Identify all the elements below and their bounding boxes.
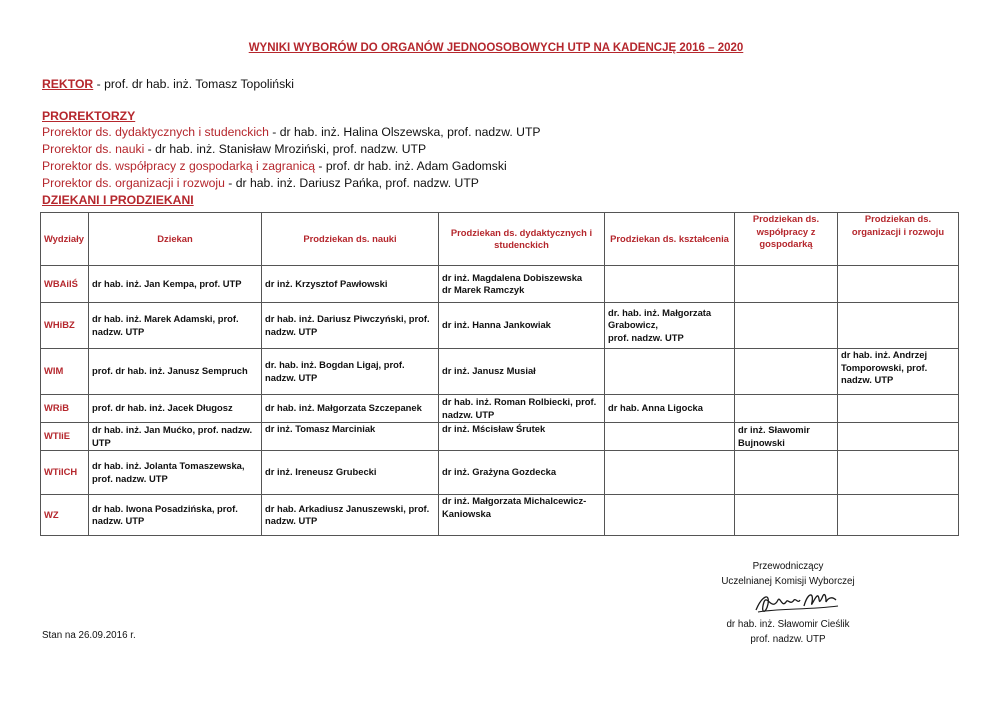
cell-wspolpraca: [735, 349, 838, 395]
cell-wydzial: WBAiIŚ: [41, 266, 89, 303]
signature-title: prof. nadzw. UTP: [750, 633, 826, 645]
table-header-row: [41, 213, 959, 266]
cell-dydaktyczne: dr inż. Grażyna Gozdecka: [439, 451, 605, 495]
cell-organizacja: dr hab. inż. Andrzej Tomporowski, prof. nadzw. UTP: [838, 349, 959, 395]
cell-ksztalcenie: [605, 349, 735, 395]
cell-ksztalcenie: [605, 495, 735, 536]
table-row: [41, 266, 959, 303]
cell-nauki: dr hab. inż. Małgorzata Szczepanek: [262, 395, 439, 423]
document-title: WYNIKI WYBORÓW DO ORGANÓW JEDNOOSOBOWYCH UTP NA KADENCJĘ 2016 – 2020: [248, 42, 744, 54]
cell-wydzial: WZ: [41, 495, 89, 536]
cell-organizacja: [838, 303, 959, 349]
cell-wydzial: WIM: [41, 349, 89, 395]
cell-dydaktyczne: dr inż. Małgorzata Michalcewicz-Kaniowska: [439, 495, 605, 536]
table-row: [41, 495, 959, 536]
header-nauki: Prodziekan ds. nauki: [262, 213, 439, 266]
prorektor-role: Prorektor ds. współpracy z gospodarką i zagranicą: [42, 159, 315, 173]
table-row: [41, 451, 959, 495]
prorektor-role: Prorektor ds. nauki: [42, 142, 145, 156]
cell-organizacja: [838, 495, 959, 536]
cell-dydaktyczne: dr inż. Mścisław Śrutek: [439, 423, 605, 451]
rektor-line: [42, 77, 294, 91]
cell-dziekan: prof. dr hab. inż. Jacek Długosz: [89, 395, 262, 423]
cell-wspolpraca: [735, 303, 838, 349]
prorektor-role: Prorektor ds. dydaktycznych i studenckich: [42, 125, 269, 139]
cell-dziekan: dr hab. inż. Marek Adamski, prof. nadzw. UTP: [89, 303, 262, 349]
prorektor-role: Prorektor ds. organizacji i rozwoju: [42, 176, 225, 190]
dziekani-heading: DZIEKANI I PRODZIEKANI: [42, 193, 194, 207]
cell-wspolpraca: [735, 395, 838, 423]
rektor-label: REKTOR: [42, 77, 94, 91]
cell-nauki: dr hab. inż. Dariusz Piwczyński, prof. nadzw. UTP: [262, 303, 439, 349]
cell-organizacja: [838, 266, 959, 303]
prorektor-person: - dr hab. inż. Halina Olszewska, prof. nadzw. UTP: [268, 125, 541, 139]
table-row: [41, 423, 959, 451]
cell-wydzial: WHiBZ: [41, 303, 89, 349]
header-wydzialy: Wydziały: [41, 213, 89, 266]
cell-nauki: dr inż. Ireneusz Grubecki: [262, 451, 439, 495]
status-date: Stan na 26.09.2016 r.: [42, 630, 136, 641]
cell-wydzial: WTiICH: [41, 451, 89, 495]
header-ksztalcenie: Prodziekan ds. kształcenia: [605, 213, 735, 266]
header-wspolpraca: Prodziekan ds. współpracy z gospodarką: [735, 213, 838, 266]
cell-dziekan: dr hab. inż. Jan Kempa, prof. UTP: [89, 266, 262, 303]
rektor-text: - prof. dr hab. inż. Tomasz Topoliński: [93, 77, 294, 91]
cell-ksztalcenie: [605, 451, 735, 495]
prorektor-person: - dr hab. inż. Dariusz Pańka, prof. nadzw. UTP: [224, 176, 479, 190]
cell-dziekan: dr hab. Iwona Posadzińska, prof. nadzw. UTP: [89, 495, 262, 536]
signature-role-1: Przewodniczący: [752, 561, 824, 572]
cell-organizacja: [838, 451, 959, 495]
table-row: [41, 303, 959, 349]
cell-organizacja: [838, 395, 959, 423]
prorektor-person: - dr hab. inż. Stanisław Mroziński, prof. nadzw. UTP: [144, 142, 427, 156]
header-dydaktyczne: Prodziekan ds. dydaktycznych i studenckich: [439, 213, 605, 266]
cell-nauki: dr inż. Tomasz Marciniak: [262, 423, 439, 451]
cell-organizacja: [838, 423, 959, 451]
prorektor-line: [42, 125, 541, 139]
cell-dydaktyczne: dr inż. Janusz Musiał: [439, 349, 605, 395]
cell-dziekan: dr hab. inż. Jan Mućko, prof. nadzw. UTP: [89, 423, 262, 451]
table-row: [41, 395, 959, 423]
header-organizacja: Prodziekan ds. organizacji i rozwoju: [838, 213, 959, 266]
header-dziekan: Dziekan: [89, 213, 262, 266]
prorektor-line: [42, 176, 479, 190]
cell-wydzial: WRiB: [41, 395, 89, 423]
signature-role-2: Uczelnianej Komisji Wyborczej: [721, 575, 855, 587]
cell-ksztalcenie: dr. hab. inż. Małgorzata Grabowicz, prof. nadzw. UTP: [605, 303, 735, 349]
cell-ksztalcenie: dr hab. Anna Ligocka: [605, 395, 735, 423]
cell-dziekan: prof. dr hab. inż. Janusz Sempruch: [89, 349, 262, 395]
signature-name: dr hab. inż. Sławomir Cieślik: [726, 619, 850, 630]
prorektor-line: [42, 142, 426, 156]
cell-dziekan: dr hab. inż. Jolanta Tomaszewska, prof. nadzw. UTP: [89, 451, 262, 495]
cell-nauki: dr hab. Arkadiusz Januszewski, prof. nadzw. UTP: [262, 495, 439, 536]
cell-wspolpraca: [735, 451, 838, 495]
cell-wspolpraca: [735, 266, 838, 303]
prorektor-person: - prof. dr hab. inż. Adam Gadomski: [315, 159, 507, 173]
cell-dydaktyczne: dr inż. Hanna Jankowiak: [439, 303, 605, 349]
cell-nauki: dr inż. Krzysztof Pawłowski: [262, 266, 439, 303]
deans-table: [40, 212, 959, 536]
cell-dydaktyczne: dr inż. Magdalena Dobiszewska dr Marek Ramczyk: [439, 266, 605, 303]
cell-wspolpraca: dr inż. Sławomir Bujnowski: [735, 423, 838, 451]
prorektor-line: [42, 159, 507, 173]
cell-dydaktyczne: dr hab. inż. Roman Rolbiecki, prof. nadzw. UTP: [439, 395, 605, 423]
cell-ksztalcenie: [605, 423, 735, 451]
cell-wydzial: WTIiE: [41, 423, 89, 451]
prorektorzy-heading: PROREKTORZY: [42, 109, 136, 123]
table-row: [41, 349, 959, 395]
cell-nauki: dr. hab. inż. Bogdan Ligaj, prof. nadzw. UTP: [262, 349, 439, 395]
handwritten-signature: [752, 588, 844, 618]
cell-ksztalcenie: [605, 266, 735, 303]
cell-wspolpraca: [735, 495, 838, 536]
